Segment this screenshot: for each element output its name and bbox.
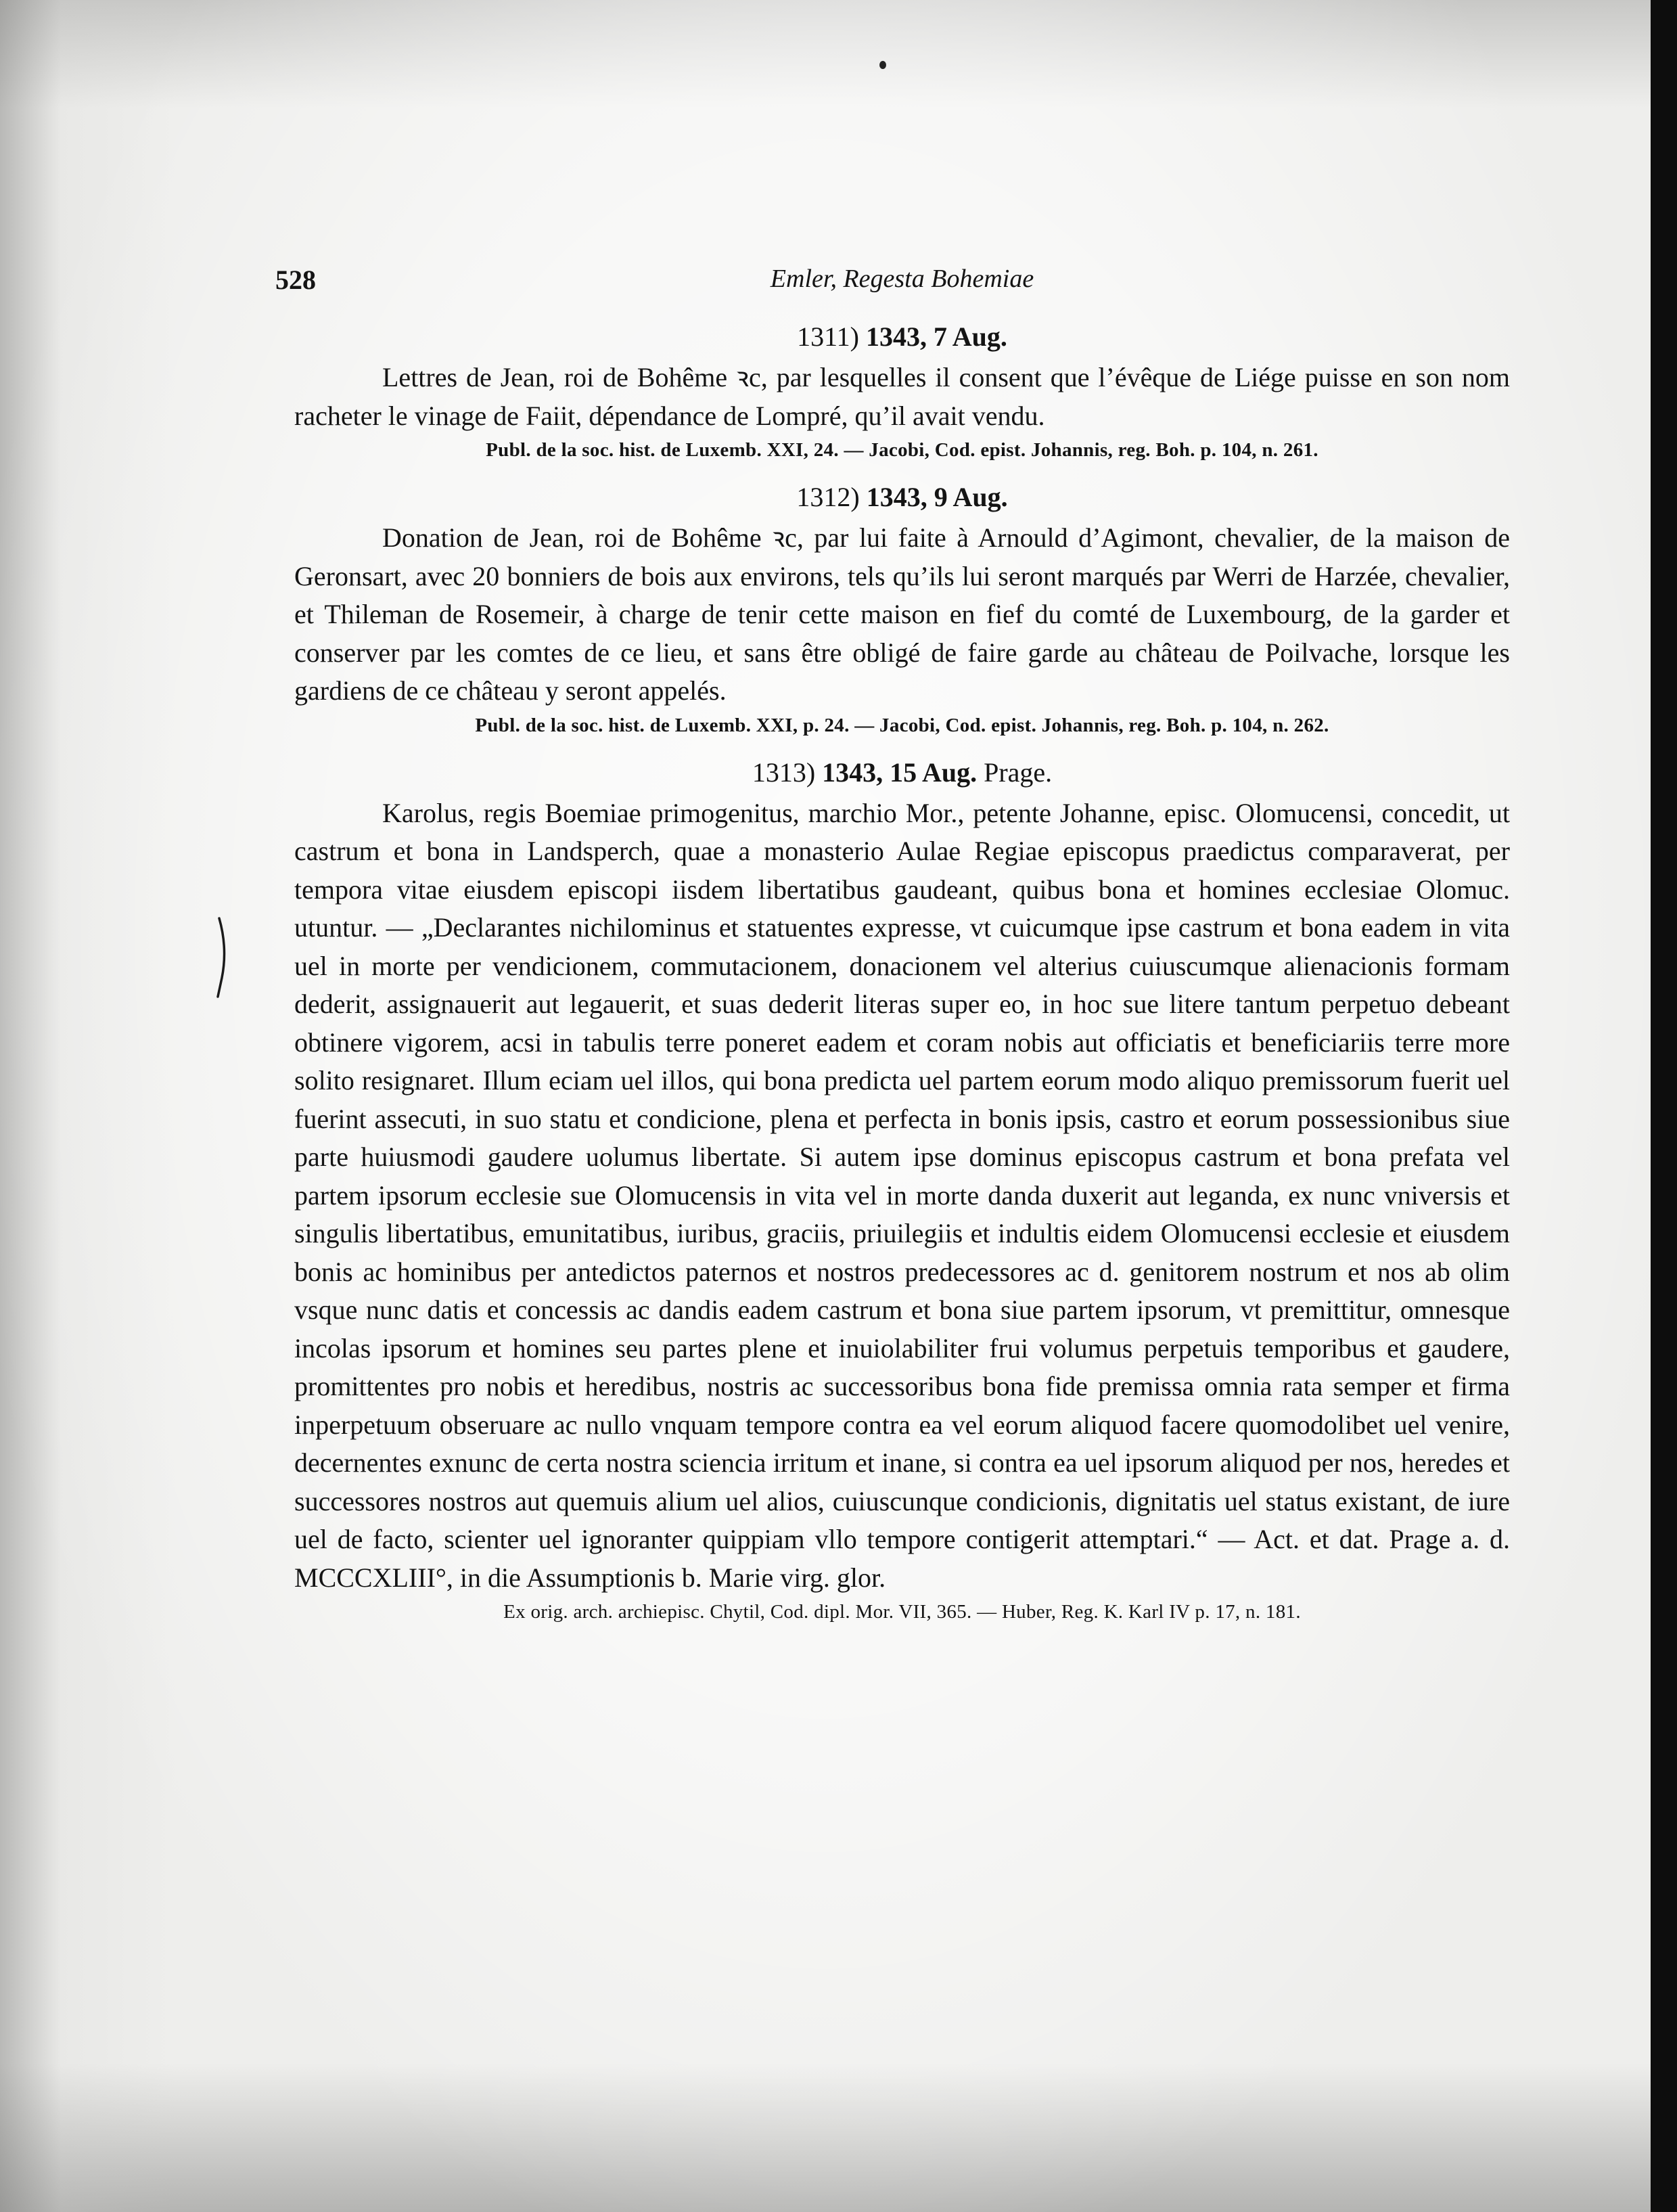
entry-date: 1343, 15 Aug. <box>822 757 978 788</box>
entry-heading <box>294 315 1510 359</box>
margin-pencil-mark <box>216 917 230 998</box>
ink-dot <box>879 61 886 69</box>
running-title: Emler, Regesta Bohemiae <box>770 265 1034 293</box>
entry-source: Ex orig. arch. archiepisc. Chytil, Cod. dipl. Mor. VII, 365. — Huber, Reg. K. Karl IV p. 17, n. 181. <box>503 1601 1301 1623</box>
entry-1313 <box>294 751 1510 1627</box>
entry-1311 <box>294 315 1510 465</box>
entry-source: Publ. de la soc. hist. de Luxemb. XXI, 24. — Jacobi, Cod. epist. Johannis, reg. Boh. p. 104, n. 261. <box>486 439 1318 461</box>
entry-1312 <box>294 476 1510 740</box>
entry-date: 1343, 9 Aug. <box>866 482 1008 512</box>
page-number: 528 <box>275 265 316 295</box>
entry-heading <box>294 751 1510 794</box>
entry-number: 1312) <box>796 482 860 512</box>
entry-heading <box>294 476 1510 519</box>
entry-text: Karolus, regis Boemiae primogenitus, marchio Mor., petente Johanne, episc. Olomucensi, concedit, ut castrum et bona in Landsperch, quae a monasterio Aulae Regiae episcopus praedictus comparaverat, per tempora vitae eiusdem episcopi iisdem libertatibus gaudeant, quibus bona et homines ecclesiae Olomuc. utuntur. — „Declarantes nichilominus et statuentes expresse, vt cuicumque ipse castrum et bona eadem in vita uel in morte per vendicionem, commutacionem, donacionem vel alterius cuiuscumque alienacionis formam dederit, assignauerit aut legauerit, et suas dederit literas super eo, in hoc sue litere tantum perpetuo debeant obtinere vigorem, acsi in tabulis terre poneret eadem et coram nobis aut officiatis et beneficiariis terre more solito resignaret. Illum eciam uel illos, qui bona predicta uel partem eorum modo aliquo premissorum fuerit uel fuerint assecuti, in suo statu et condicione, plena et perfecta in bonis ipsis, castro et eorum possessionibus siue parte huiusmodi gaudere uolumus libertate. Si autem ipse dominus episcopus castrum et bona prefata vel partem ipsorum ecclesie sue Olomucensis in vita vel in morte danda duxerit aut leganda, ex nunc vniversis et singulis libertatibus, emunitatibus, iuribus, graciis, priuilegiis et indultis eidem Olomucensi ecclesie et eiusdem bonis ac hominibus per antedictos paternos et nostros predecessores ac d. genitorem nostrum et nos ab olim vsque nunc datis et concessis ac dandis eadem castrum et bona siue partem ipsorum, vt premittitur, omnesque incolas ipsorum et homines seu partes plene et inuiolabiliter frui volumus perpetuis temporibus et gaudere, promittentes pro nobis et heredibus, nostris ac successoribus bona fide premissa omnia rata semper et firma inperpetuum obseruare ac nullo vnquam tempore contra ea vel eorum aliquod facere quomodolibet uel venire, decernentes exnunc de certa nostra sciencia irritum et inane, si contra ea uel ipsorum aliquod per nos, heredes et successores nostros aut quemuis alium uel alios, cuiuscunque condicionis, dignitatis uel status existant, de iure uel de facto, scienter uel ignoranter quippiam vllo tempore contigerit attemptari.“ — Act. et dat. Prage a. d. MCCCXLIII°, in die Assumptionis b. Marie virg. glor. <box>294 797 1510 1593</box>
entry-number: 1311) <box>797 321 859 352</box>
scan-border <box>1651 0 1677 2212</box>
entry-date: 1343, 7 Aug. <box>865 321 1007 352</box>
entry-place: Prage. <box>984 757 1053 788</box>
page-content <box>275 257 1510 1631</box>
entry-text: Donation de Jean, roi de Bohême ꝛc, par lui faite à Arnould d’Agimont, chevalier, de la maison de Geronsart, avec 20 bonniers de bois aux environs, tels qu’ils lui seront marqués par Werri de Harzée, chevalier, et Thileman de Rosemeir, à charge de tenir cette maison en fief du comté de Luxembourg, de la garder et conserver par les comtes de ce lieu, et sans être obligé de faire garde au château de Poilvache, lorsque les gardiens de ce château y seront appelés. <box>294 522 1510 706</box>
running-head <box>275 257 1510 304</box>
entry-text: Lettres de Jean, roi de Bohême ꝛc, par lesquelles il consent que l’évêque de Liége puisse en son nom racheter le vinage de Faiit, dépendance de Lompré, qu’il avait vendu. <box>294 362 1510 431</box>
entry-source: Publ. de la soc. hist. de Luxemb. XXI, p. 24. — Jacobi, Cod. epist. Johannis, reg. Boh. p. 104, n. 262. <box>475 714 1329 736</box>
entry-number: 1313) <box>752 757 816 788</box>
